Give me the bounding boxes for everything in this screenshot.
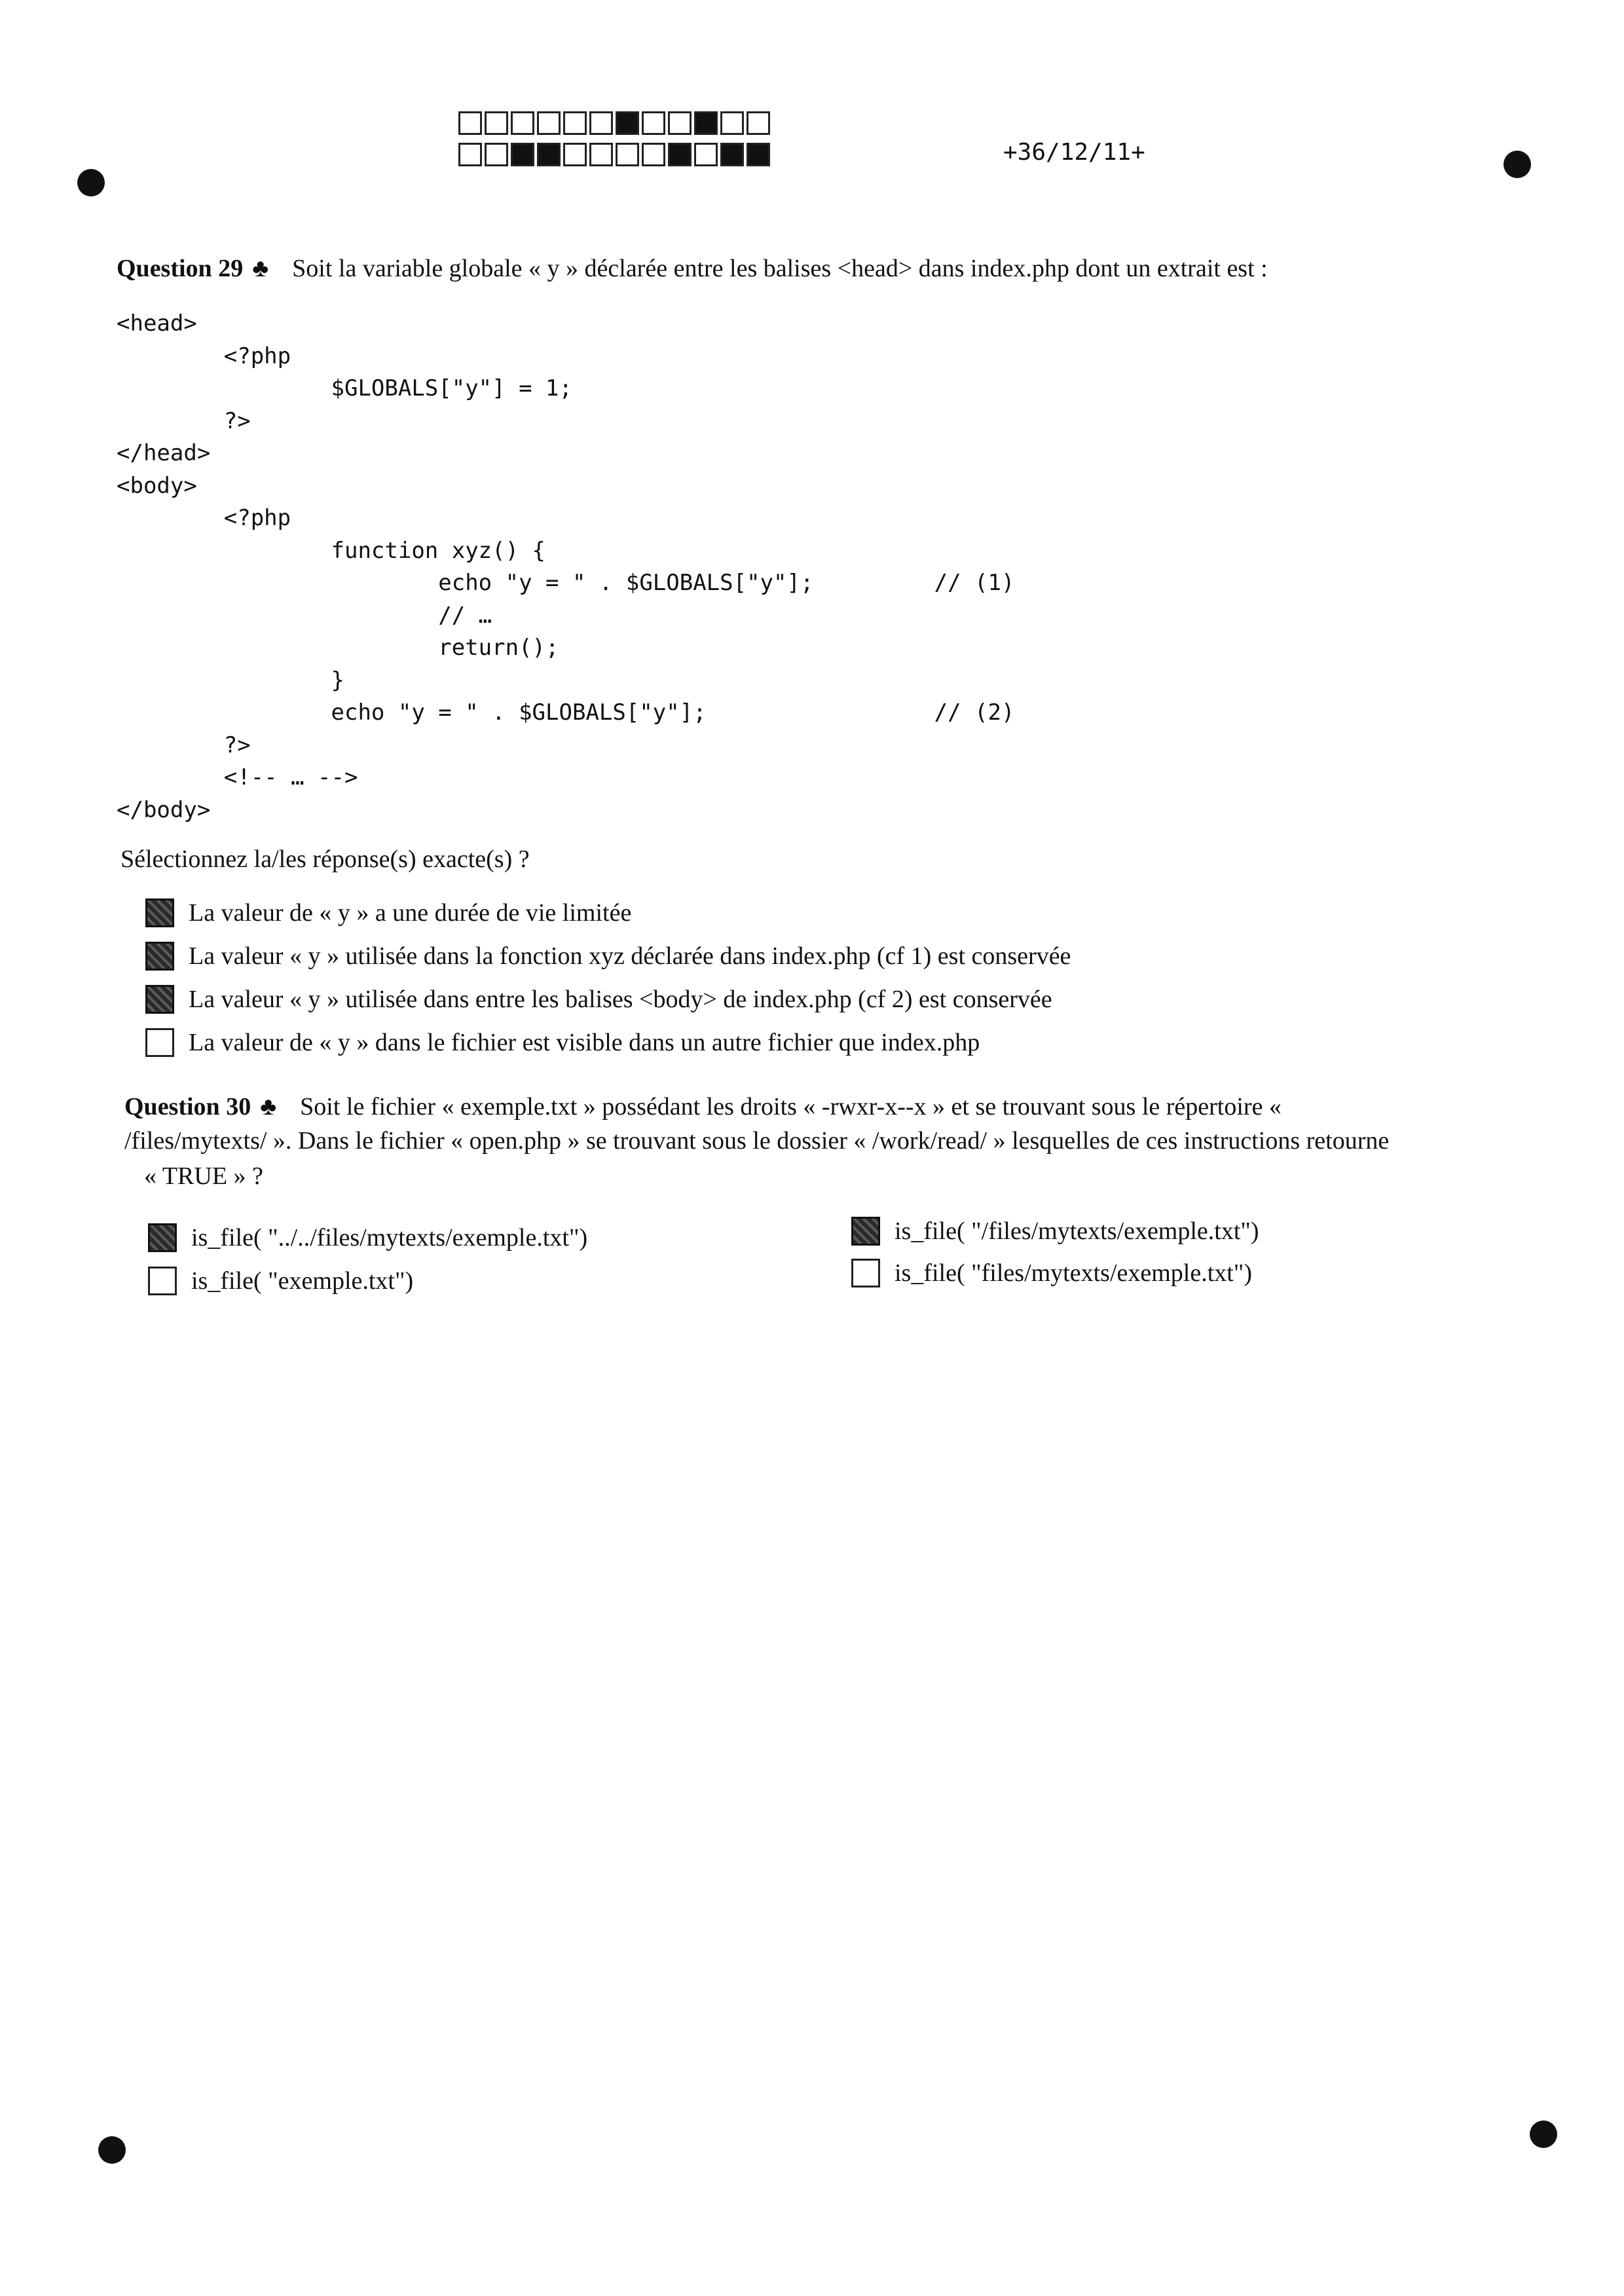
binary-cell [720, 143, 744, 166]
option-label: is_file( "files/mytexts/exemple.txt") [895, 1259, 1253, 1287]
question-29-prompt: Sélectionnez la/les réponse(s) exacte(s) ? [120, 845, 530, 873]
question-30-header [124, 1092, 1506, 1121]
registration-mark-top-right [1504, 151, 1531, 178]
q29-option-1[interactable] [145, 898, 631, 927]
code-line: <head> [117, 310, 197, 337]
binary-code-row-1 [458, 111, 773, 135]
binary-cell [537, 111, 561, 135]
code-line: return(); [117, 635, 559, 661]
checkbox[interactable] [851, 1217, 880, 1246]
question-30-label: Question 30 [124, 1093, 251, 1120]
question-30-text-line-1: Soit le fichier « exemple.txt » possédant les droits « -rwxr-x--x » et se trouvant sous le répertoire « [300, 1093, 1282, 1120]
binary-cell [720, 111, 744, 135]
code-line: <!-- … --> [117, 764, 358, 790]
code-line: } [117, 667, 344, 694]
binary-code-row-2 [458, 143, 773, 166]
code-line: echo "y = " . $GLOBALS["y"]; // (2) [117, 699, 1015, 726]
checkbox[interactable] [148, 1223, 177, 1252]
q30-option-3[interactable] [148, 1267, 413, 1295]
binary-cell [537, 143, 561, 166]
page-id: +36/12/11+ [1003, 139, 1145, 166]
code-line: $GLOBALS["y"] = 1; [117, 375, 572, 401]
option-label: La valeur « y » utilisée dans entre les balises <body> de index.php (cf 2) est conservée [189, 986, 1052, 1013]
question-30-text-line-3: « TRUE » ? [144, 1162, 263, 1190]
checkbox[interactable] [148, 1267, 177, 1295]
checkbox[interactable] [145, 1028, 174, 1057]
binary-cell [511, 111, 534, 135]
code-line: // … [117, 602, 492, 629]
q30-option-1[interactable] [148, 1223, 587, 1252]
q29-option-4[interactable] [145, 1028, 980, 1057]
binary-cell [563, 111, 587, 135]
option-label: La valeur « y » utilisée dans la fonction xyz déclarée dans index.php (cf 1) est conservée [189, 942, 1071, 970]
binary-cell [485, 111, 508, 135]
code-block [117, 308, 1014, 826]
option-label: is_file( "exemple.txt") [191, 1267, 414, 1295]
code-line: </body> [117, 796, 211, 823]
binary-cell [511, 143, 534, 166]
binary-cell [616, 143, 639, 166]
question-30-text-line-2: /files/mytexts/ ». Dans le fichier « open.php » se trouvant sous le dossier « /work/read/ » lesquelles de ces instructions retourne [124, 1127, 1390, 1155]
code-line: </head> [117, 440, 211, 466]
q30-option-4[interactable] [851, 1259, 1252, 1287]
binary-cell [458, 111, 482, 135]
question-29-label: Question 29 [117, 255, 244, 282]
code-line: <body> [117, 472, 197, 499]
binary-cell [589, 143, 613, 166]
binary-cell [694, 111, 718, 135]
checkbox[interactable] [851, 1259, 880, 1287]
binary-cell [747, 143, 770, 166]
club-icon: ♣ [260, 1093, 277, 1120]
binary-cell [616, 111, 639, 135]
binary-cell [563, 143, 587, 166]
binary-cell [694, 143, 718, 166]
code-line: echo "y = " . $GLOBALS["y"]; // (1) [117, 570, 1015, 596]
registration-mark-top-left [77, 169, 105, 196]
code-line: <?php [117, 343, 291, 369]
option-label: is_file( "../../files/mytexts/exemple.txt") [191, 1224, 588, 1251]
option-label: La valeur de « y » a une durée de vie limitée [189, 899, 632, 927]
code-line: ?> [117, 407, 251, 434]
binary-cell [747, 111, 770, 135]
binary-cell [668, 143, 692, 166]
code-line: ?> [117, 731, 251, 758]
binary-cell [485, 143, 508, 166]
option-label: La valeur de « y » dans le fichier est visible dans un autre fichier que index.php [189, 1029, 980, 1056]
binary-cell [642, 143, 665, 166]
q29-option-2[interactable] [145, 942, 1071, 971]
question-29-header [117, 254, 1268, 283]
checkbox[interactable] [145, 942, 174, 971]
registration-mark-bottom-right [1530, 2120, 1557, 2148]
club-icon: ♣ [252, 255, 269, 282]
code-line: <?php [117, 505, 291, 531]
code-line: function xyz() { [117, 537, 546, 564]
binary-cell [642, 111, 665, 135]
binary-cell [458, 143, 482, 166]
question-29-text: Soit la variable globale « y » déclarée entre les balises <head> dans index.php dont un extrait est : [292, 255, 1268, 282]
option-label: is_file( "/files/mytexts/exemple.txt") [895, 1217, 1259, 1245]
binary-cell [668, 111, 692, 135]
q29-option-3[interactable] [145, 985, 1052, 1014]
registration-mark-bottom-left [98, 2136, 126, 2164]
checkbox[interactable] [145, 985, 174, 1014]
q30-option-2[interactable] [851, 1217, 1259, 1246]
binary-cell [589, 111, 613, 135]
checkbox[interactable] [145, 898, 174, 927]
